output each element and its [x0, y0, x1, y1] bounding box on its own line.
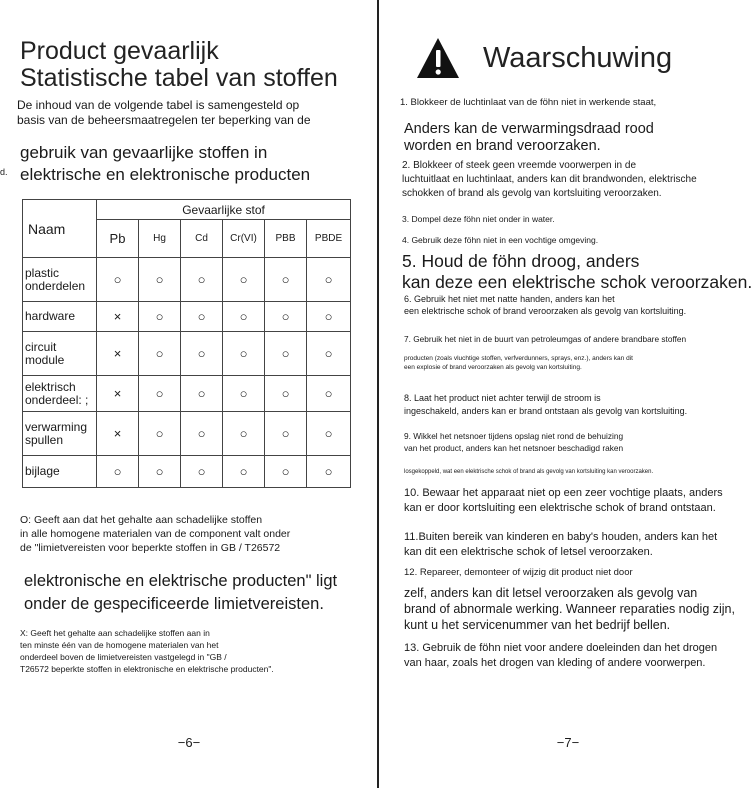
intro-line2: basis van de beheersmaatregelen ter beperking van de: [17, 113, 311, 127]
item-1: 1. Blokkeer de luchtinlaat van de föhn niet in werkende staat,: [400, 97, 657, 108]
table-cell: ○: [139, 412, 181, 456]
item-2-line2: luchtuitlaat en luchtinlaat, anders kan dit brandwonden, elektrische: [402, 174, 697, 185]
item-8-line1: 8. Laat het product niet achter terwijl de stroom is: [404, 393, 601, 403]
table-column-header: PBB: [265, 220, 307, 258]
table-cell: ○: [265, 456, 307, 488]
margin-mark: d.: [0, 167, 8, 177]
table-cell: ○: [307, 376, 351, 412]
table-cell: ○: [223, 258, 265, 302]
table-cell: ○: [181, 258, 223, 302]
table-row-label: verwarming spullen: [23, 412, 97, 456]
item-5-line1: 5. Houd de föhn droog, anders: [402, 251, 640, 271]
table-cell: ×: [97, 332, 139, 376]
table-row: [23, 302, 351, 332]
table-cell: ○: [265, 258, 307, 302]
table-group-header: Gevaarlijke stof: [97, 200, 351, 220]
item-12b-line1: zelf, anders kan dit letsel veroorzaken als gevolg van: [404, 586, 698, 600]
item-12b-line2: brand of abnormale werking. Wanneer reparaties nodig zijn,: [404, 602, 735, 616]
table-row-label: bijlage: [23, 456, 97, 488]
table-cell: ○: [223, 332, 265, 376]
item-2-line3: schokken of brand als gevolg van kortsluiting veroorzaken.: [402, 188, 662, 199]
table-cell: ○: [223, 376, 265, 412]
table-cell: ○: [139, 376, 181, 412]
item-6-line2: een elektrische schok of brand veroorzaken als gevolg van kortsluiting.: [404, 306, 687, 316]
item-10-line2: kan er door kortsluiting een elektrische schok of brand ontstaan.: [404, 502, 716, 514]
heading-line2: elektrische en elektronische producten: [20, 165, 311, 184]
warning-title: Waarschuwing: [483, 42, 673, 74]
item-12: 12. Repareer, demonteer of wijzig dit product niet door: [404, 567, 633, 578]
table-column-header: Hg: [139, 220, 181, 258]
table-cell: ○: [139, 258, 181, 302]
item-7b-line2: een explosie of brand veroorzaken als gevolg van kortsluiting.: [404, 364, 582, 371]
note-x-line3: onderdeel boven de limietvereisten vastgelegd in "GB /: [20, 652, 227, 662]
item-4: 4. Gebruik deze föhn niet in een vochtige omgeving.: [402, 235, 599, 245]
table-cell: ○: [97, 456, 139, 488]
note-big-line2: onder de gespecificeerde limietvereisten.: [24, 595, 324, 613]
table-column-header: Pb: [97, 220, 139, 258]
table-cell: ×: [97, 376, 139, 412]
table-row: [23, 456, 351, 488]
item-6-line1: 6. Gebruik het niet met natte handen, anders kan het: [404, 294, 615, 304]
intro-line1: De inhoud van de volgende tabel is samengesteld op: [17, 98, 300, 112]
table-cell: ○: [181, 332, 223, 376]
page-number-left: −6−: [177, 735, 201, 750]
table-cell: ○: [307, 456, 351, 488]
table-cell: ○: [307, 412, 351, 456]
table-cell: ○: [265, 332, 307, 376]
item-1b-line1: Anders kan de verwarmingsdraad rood: [404, 121, 654, 137]
table-cell: ○: [223, 302, 265, 332]
table-cell: ○: [307, 258, 351, 302]
heading-line1: gebruik van gevaarlijke stoffen in: [20, 143, 268, 162]
note-x-line4: T26572 beperkte stoffen in elektronische en elektrische producten".: [20, 664, 274, 674]
right-page: [380, 0, 756, 788]
table-cell: ○: [223, 456, 265, 488]
item-3: 3. Dompel deze föhn niet onder in water.: [402, 214, 555, 224]
note-big-line1: elektronische en elektrische producten" ligt: [24, 572, 338, 590]
page-number-right: −7−: [556, 735, 580, 750]
table-row: [23, 376, 351, 412]
table-cell: ○: [181, 302, 223, 332]
note-o-line2: in alle homogene materialen van de component valt onder: [20, 528, 291, 540]
table-cell: ○: [181, 412, 223, 456]
warning-triangle-icon: [416, 36, 460, 80]
note-x-line2: ten minste één van de homogene materialen van het: [20, 640, 219, 650]
table-cell: ○: [307, 332, 351, 376]
item-5-line2: kan deze een elektrische schok veroorzaken.: [402, 272, 753, 292]
table-cell: ○: [97, 258, 139, 302]
table-cell: ○: [181, 376, 223, 412]
table-column-header: Cr(VI): [223, 220, 265, 258]
table-cell: ○: [139, 302, 181, 332]
table-row: [23, 412, 351, 456]
table-cell: ○: [223, 412, 265, 456]
note-o-line1: O: Geeft aan dat het gehalte aan schadelijke stoffen: [20, 514, 263, 526]
item-11-line2: kan dit een elektrische schok of letsel veroorzaken.: [404, 546, 653, 558]
table-row-label: circuit module: [23, 332, 97, 376]
item-13-line2: van haar, zoals het drogen van kleding of andere voorwerpen.: [404, 657, 706, 669]
item-7b-line1: producten (zoals vluchtige stoffen, verfverdunners, sprays, enz.), anders kan dit: [404, 355, 633, 362]
item-12b-line3: kunt u het servicenummer van het bedrijf bellen.: [404, 618, 671, 632]
table-row-label: elektrisch onderdeel: ;: [23, 376, 97, 412]
item-8-line2: ingeschakeld, anders kan er brand ontstaan als gevolg van kortsluiting.: [404, 406, 688, 416]
item-9-line2: van het product, anders kan het netsnoer beschadigd raken: [404, 443, 624, 453]
table-column-header: PBDE: [307, 220, 351, 258]
table-cell: ×: [97, 412, 139, 456]
table-row-label: plastic onderdelen: [23, 258, 97, 302]
item-9b: losgekoppeld, wat een elektrische schok of brand als gevolg van kortsluiting kan veroorzaken.: [404, 469, 654, 475]
table-cell: ×: [97, 302, 139, 332]
item-13-line1: 13. Gebruik de föhn niet voor andere doeleinden dan het drogen: [404, 642, 718, 654]
table-cell: ○: [139, 456, 181, 488]
table-cell: ○: [181, 456, 223, 488]
table-row-label: hardware: [23, 302, 97, 332]
page-title-line1: Product gevaarlijk: [20, 37, 219, 65]
note-x-line1: X: Geeft het gehalte aan schadelijke stoffen aan in: [20, 628, 210, 638]
table-name-header: Naam: [23, 200, 97, 258]
table-row: [23, 258, 351, 302]
item-1b-line2: worden en brand veroorzaken.: [404, 138, 601, 154]
item-2-line1: 2. Blokkeer of steek geen vreemde voorwerpen in de: [402, 160, 637, 171]
table-cell: ○: [307, 302, 351, 332]
table-cell: ○: [265, 412, 307, 456]
table-cell: ○: [265, 302, 307, 332]
item-9-line1: 9. Wikkel het netsnoer tijdens opslag niet rond de behuizing: [404, 431, 624, 441]
note-o-line3: de "limietvereisten voor beperkte stoffen in GB / T26572: [20, 542, 281, 554]
hazard-table: [22, 199, 351, 488]
item-10-line1: 10. Bewaar het apparaat niet op een zeer vochtige plaats, anders: [404, 487, 723, 499]
page-title-line2: Statistische tabel van stoffen: [20, 64, 338, 92]
table-cell: ○: [139, 332, 181, 376]
item-7: 7. Gebruik het niet in de buurt van petroleumgas of andere brandbare stoffen: [404, 334, 687, 344]
item-11-line1: 11.Buiten bereik van kinderen en baby's houden, anders kan het: [404, 531, 718, 543]
table-row: [23, 332, 351, 376]
table-column-header: Cd: [181, 220, 223, 258]
table-cell: ○: [265, 376, 307, 412]
